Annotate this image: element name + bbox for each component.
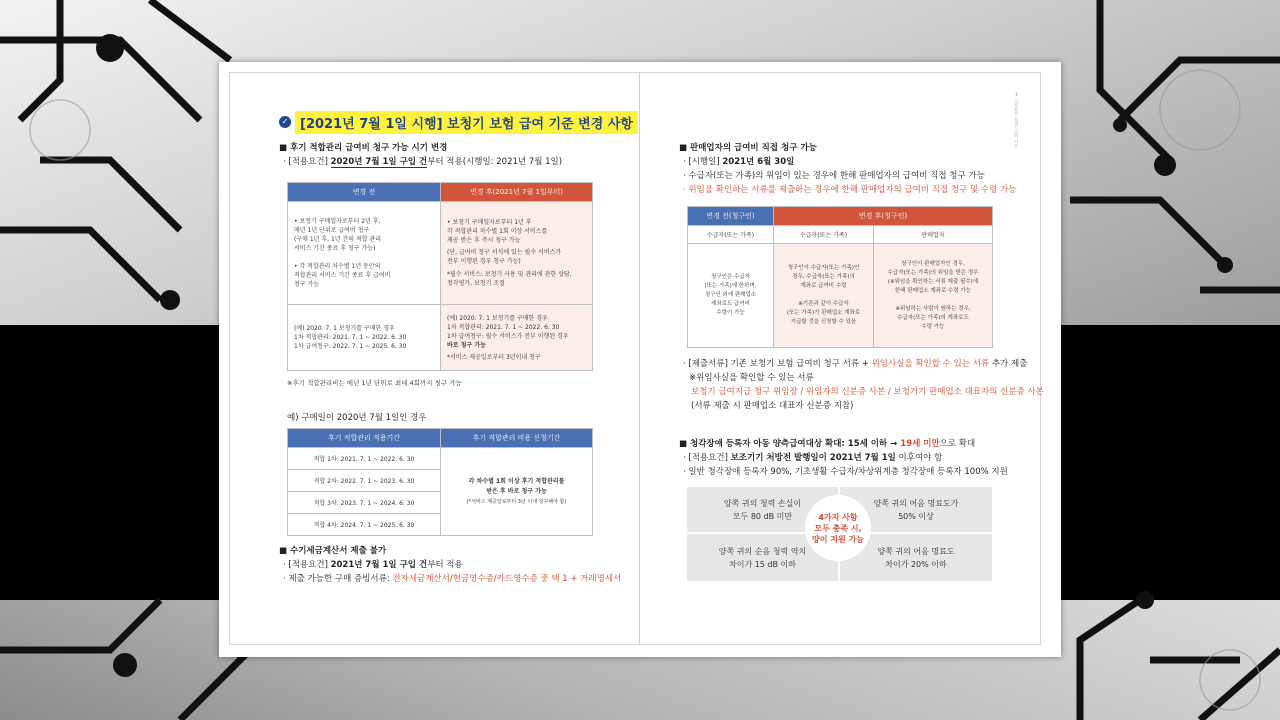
direct-claim-date: · [시행일] 2021년 6월 30일 (683, 157, 795, 167)
before-example-cell: (예) 2020. 7. 1 보청기를 구매한 경우 1차 적합관리: 2021. 7. 1 ~ 2022. 6. 30 1차 급여청구: 2022. 7. 1 ~ 2025. 6. 30 (288, 305, 441, 371)
before-rule-cell: • 보청기 구매일자로부터 2년 후, 매년 1년 단위로 급여비 청구 (구매 1년 후, 1년 간의 적합 관리 서비스 기간 종료 후 청구 가능) • 각 적합관리 차수별 1년 동안의 적합관리 서비스 기간 종료 후 급여비 청구 가능 (288, 202, 441, 305)
condition-box-1: 양쪽 귀의 청력 손실이 모두 80 dB 미만 (687, 487, 838, 532)
claimant-before-header: 변경 전(청구인) (688, 207, 774, 226)
check-icon: ✓ (279, 116, 291, 128)
claimant-after-header: 변경 후(청구인) (774, 207, 993, 226)
period-row: 적합 3차: 2023. 7. 1 ~ 2024. 6. 30 (288, 492, 441, 514)
period-row: 적합 4차: 2024. 7. 1 ~ 2025. 6. 30 (288, 514, 441, 536)
condition-box-4: 양쪽 귀의 어음 명료도 차이가 20% 이하 (840, 534, 992, 581)
refit-condition: · [적용요건] 2020년 7월 1일 구입 건부터 적용(시행일: 2021년 7월 1일) (283, 157, 563, 167)
invoice-condition: · [적용요건] 2021년 7월 1일 구입 건부터 적용 (283, 560, 463, 570)
page-fold (639, 72, 640, 645)
claimant-recipient-cell: 청구인이 수급자(또는 가족)인 경우, 수급자(또는 가족)의 계좌로 급여비 수령 ※기존과 같이 수급자 (또는 가족)가 판매업소 계좌로 지급할 것을 신청할 수 있음 (774, 244, 874, 348)
section-title-invoice: ■ 수기세금계산서 제출 불가 (279, 546, 387, 556)
example-period-table (287, 428, 593, 536)
section-title-children: ■ 청각장애 등록자 아동 양측급여대상 확대: 15세 이하 → 19세 미만으로 확대 (679, 439, 976, 449)
after-rule-cell: • 보청기 구매일자로부터 1년 후 각 적합관리 차수별 1회 이상 서비스를 제공 받은 후 즉시 청구 가능 (단, 급여비 청구 서식에 있는 필수 서비스가 전부 이행된 경우 청구 가능) *필수 서비스: 보청기 사용 및 관리에 관한 상담, 청각평가, 보청기 조절 (441, 202, 593, 305)
condition-box-3: 양쪽 귀의 순음 청력 역치 차이가 15 dB 이하 (687, 534, 838, 581)
section-title-direct-claim: ■ 판매업자의 급여비 직접 청구 가능 (679, 143, 817, 153)
subheader-seller: 판매업자 (874, 226, 993, 244)
claim-header: 후기 적합관리 비용 신청기간 (441, 429, 593, 448)
refit-note: ※후기 적합관리비는 매년 1년 단위로 최대 4회까지 청구 가능 (287, 379, 462, 387)
example-title: 예) 구매일이 2020년 7월 1일인 경우 (287, 413, 427, 423)
children-condition: · [적용요건] 보조기기 처방전 발행일이 2021년 7월 1일 이후여야 함 (683, 453, 943, 463)
delegation-docs-note: (서류 제출 시 판매업소 대표자 신분증 지참) (691, 401, 854, 411)
subheader-recipient-after: 수급자(또는 가족) (774, 226, 874, 244)
invoice-documents: · 제출 가능한 구매 증빙서류: 전자세금계산서/현금영수증/카드영수증 중 택 1 + 거래명세서 (283, 574, 622, 584)
period-header: 후기 적합관리 적용기간 (288, 429, 441, 448)
table-header-before: 변경 전 (288, 183, 441, 202)
side-note: Ⅱ. 건강보험 보청기 급여 기준 (1014, 92, 1019, 148)
claimant-seller-cell: 청구인이 판매업자인 경우, 수급자(또는 가족)의 위임을 받은 경우 (※위임을 확인하는 서류 제출 필수)에 한해 판매업소 계좌로 수령 가능 ※위임하는 사람이 원하는 경우, 수급자(또는 가족)의 계좌로도 수령 가능 (874, 244, 993, 348)
conditions-summary-circle: 4가지 사항 모두 충족 시, 양이 지원 가능 (805, 495, 871, 561)
book-spread (219, 62, 1061, 657)
headline (279, 110, 638, 134)
table-header-after: 변경 후(2021년 7월 1일부터) (441, 183, 593, 202)
refit-change-table (287, 182, 593, 371)
section-title-refit: ■ 후기 적합관리 급여비 청구 가능 시기 변경 (279, 143, 448, 153)
period-row: 적합 1차: 2021. 7. 1 ~ 2022. 6. 30 (288, 448, 441, 470)
delegation-docs-list: 보청기 급여지급 청구 위임장 / 위임자의 신분증 사본 / 보청기기 판매업소 대표자의 신분증 사본 (691, 387, 1044, 397)
period-row: 적합 2차: 2022. 7. 1 ~ 2023. 6. 30 (288, 470, 441, 492)
after-example-cell: (예) 2020. 7. 1 보청기를 구매한 경우 1차 적합관리: 2021. 7. 1 ~ 2022. 6. 30 1차 급여청구: 필수 서비스가 전부 이행된 경우 바로 청구 가능 *서비스 제공일로부터 3년이내 청구 (441, 305, 593, 371)
children-support: · 일반 청각장애 등록자 90%, 기초생활 수급자/차상위계층 청각장애 등록자 100% 지원 (683, 467, 1008, 477)
condition-box-2: 양쪽 귀의 어음 명료도가 50% 이상 (840, 487, 992, 532)
subheader-recipient: 수급자(또는 가족) (688, 226, 774, 244)
direct-claim-rule-red: · 위임을 확인하는 서류를 제출하는 경우에 한해 판매업자의 급여비 직접 청구 및 수령 가능 (683, 185, 1017, 195)
claimant-before-cell: 청구인은 수급자 (또는 가족)에 한하며, 청구인 외에 판매업소 계좌로도 급여비 수령이 가능 (688, 244, 774, 348)
delegation-docs-title: ※위임사실을 확인할 수 있는 서류 (689, 373, 814, 383)
submission-documents: · [제출서류] 기존 보청기 보험 급여비 청구 서류 + 위임사실을 확인할 수 있는 서류 추가 제출 (683, 359, 1028, 369)
claimant-change-table (687, 206, 993, 348)
claim-cell: 각 차수별 1회 이상 후기 적합관리를 받은 후 바로 청구 가능 (*서비스 제공일로부터 3년 이내 청구해야 함) (441, 448, 593, 536)
headline-text: [2021년 7월 1일 시행] 보청기 보험 급여 기준 변경 사항 (295, 111, 638, 134)
direct-claim-rule: · 수급자(또는 가족)의 위임이 있는 경우에 한해 판매업자의 급여비 직접 청구 가능 (683, 171, 985, 181)
